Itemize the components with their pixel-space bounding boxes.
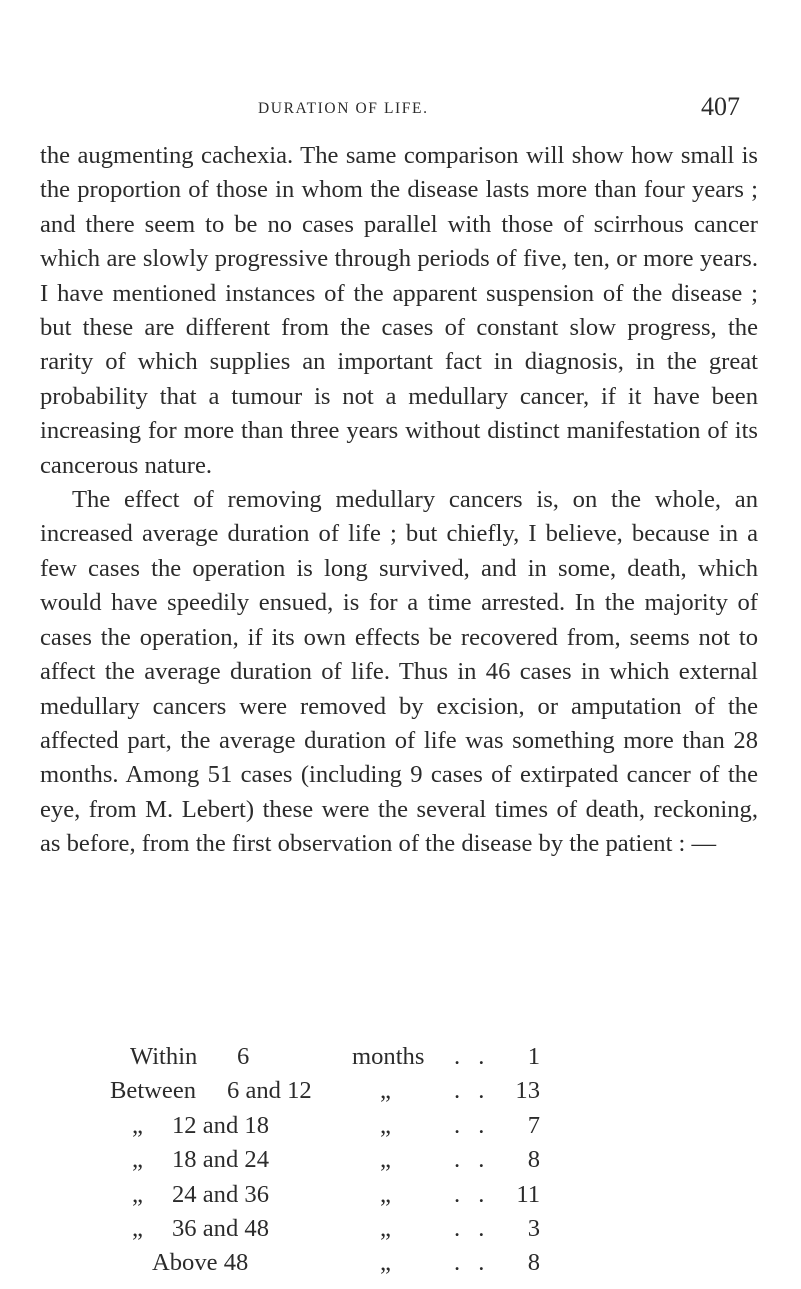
row-count: 3	[527, 1214, 540, 1242]
row-range: 6	[237, 1043, 250, 1070]
row-dots: . .	[454, 1249, 491, 1277]
row-prefix: „	[132, 1214, 143, 1242]
duration-table	[110, 1040, 630, 1281]
table-row-36-48	[130, 1212, 630, 1246]
table-row-within-6	[130, 1040, 630, 1074]
table-row-above-48	[130, 1246, 630, 1280]
row-range: 24 and 36	[172, 1180, 269, 1208]
row-prefix: „	[132, 1146, 143, 1174]
row-count: 13	[515, 1077, 540, 1105]
row-count: 7	[527, 1111, 540, 1139]
row-range: 36 and 48	[172, 1214, 269, 1242]
row-unit: „	[380, 1249, 391, 1277]
running-header	[40, 92, 740, 128]
row-range: 12 and 18	[172, 1111, 269, 1139]
table-row-18-24	[130, 1143, 630, 1177]
row-range: 6 and 12	[227, 1077, 312, 1105]
row-unit: „	[380, 1214, 391, 1242]
row-dots: . .	[454, 1180, 491, 1208]
row-dots: . .	[454, 1077, 491, 1105]
row-count: 8	[527, 1146, 540, 1174]
table-row-6-12	[110, 1074, 630, 1108]
row-range: 18 and 24	[172, 1146, 269, 1174]
row-count: 11	[516, 1180, 540, 1208]
row-count: 8	[527, 1249, 540, 1277]
row-prefix: Within	[130, 1043, 198, 1070]
table-row-12-18	[130, 1109, 630, 1143]
row-unit: months	[352, 1043, 425, 1070]
row-unit: „	[380, 1146, 391, 1174]
row-prefix: „	[132, 1111, 143, 1139]
table-row-24-36	[130, 1178, 630, 1212]
row-unit: „	[380, 1077, 391, 1105]
row-dots: . .	[454, 1043, 491, 1070]
row-count: 1	[527, 1043, 540, 1070]
paragraph-2: The effect of removing medullary cancers is, on the whole, an increased average duration of life ; but chiefly, I believe, because in a few cases the operation is long survived, and in some, death, which would have speedily ensued, is for a time arrested. In the majority of cases the operation, if its own effects be recovered from, seems not to affect the average duration of life. Thus in 46 cases in which external medullary cancers were removed by excision, or amputation of the affected part, the average duration of life was something more than 28 months. Among 51 cases (including 9 cases of extirpated cancer of the eye, from M. Lebert) these were the several times of death, reckoning, as before, from the first observation of the disease by the patient : —	[40, 486, 758, 858]
row-dots: . .	[454, 1146, 491, 1174]
row-unit: „	[380, 1111, 391, 1139]
running-title: DURATION OF LIFE.	[258, 100, 429, 117]
page-number: 407	[701, 92, 740, 121]
row-range: Above 48	[152, 1249, 249, 1277]
row-prefix: „	[132, 1180, 143, 1208]
row-dots: . .	[454, 1111, 491, 1139]
body-text	[40, 139, 758, 862]
row-prefix: Between	[110, 1077, 197, 1105]
paragraph-1: the augmenting cachexia. The same comparison will show how small is the proportion of those in whom the disease lasts more than four years ; and there seem to be no cases parallel with those of scirrhous cancer which are slowly progressive through periods of five, ten, or more years. I have mentioned instances of the apparent suspension of the disease ; but these are different from the cases of constant slow progress, the rarity of which supplies an important fact in diagnosis, in the great probability that a tumour is not a medullary cancer, if it have been increasing for more than three years without distinct manifestation of its cancerous nature.	[40, 142, 758, 479]
row-dots: . .	[454, 1214, 491, 1242]
row-unit: „	[380, 1180, 391, 1208]
